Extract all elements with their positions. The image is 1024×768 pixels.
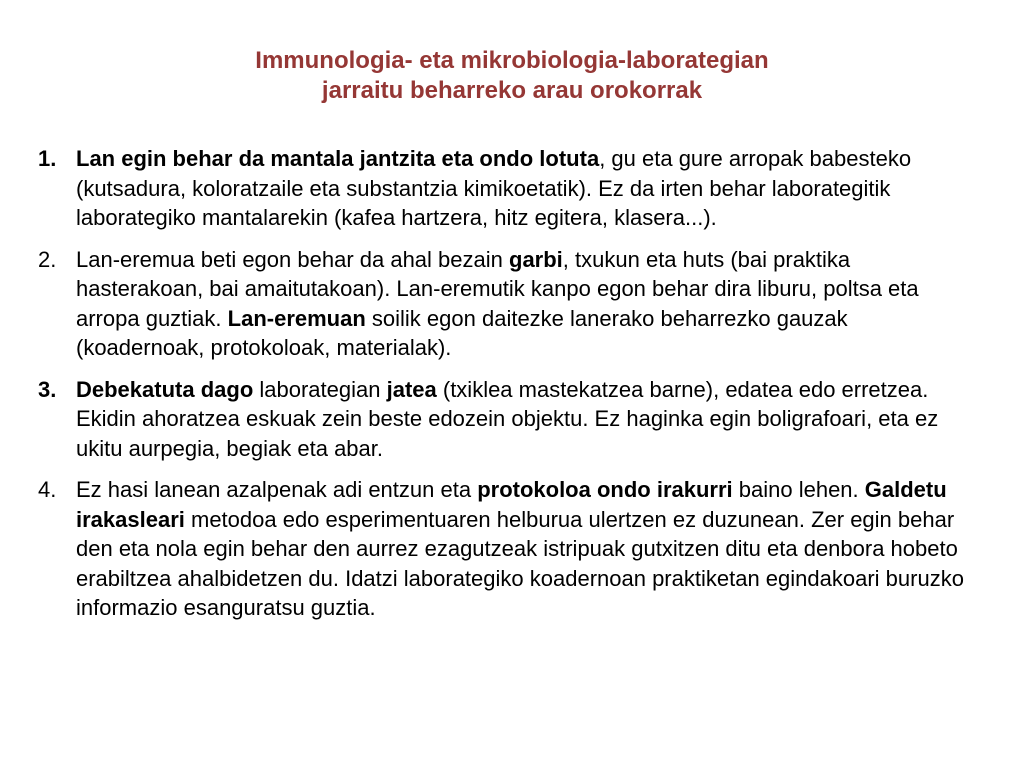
rule-text-bold: Debekatuta dago: [76, 376, 254, 402]
title-line-1: Immunologia- eta mikrobiologia-laborategian: [255, 47, 769, 74]
rule-item-3: [38, 375, 978, 464]
rule-text-segment: , gu eta gure arropak babesteko (kutsadura, koloratzaile eta substantzia kimikoetatik). Ez da irten behar laborategitik laborategiko mantalarekin (kafea hartzera, hitz egitera, klasera...).: [76, 146, 912, 230]
rule-number: 3.: [38, 376, 57, 402]
rule-text-bold: Galdetu irakasleari: [76, 477, 947, 532]
rule-text: [76, 377, 938, 461]
rule-text-segment: Lan-eremua beti egon behar da ahal bezain: [76, 246, 509, 272]
title-line-2: jarraitu beharreko arau orokorrak: [321, 77, 703, 104]
rule-text-bold: Lan egin behar da mantala jantzita eta ondo lotuta: [76, 146, 600, 171]
rule-text-bold: Lan-eremuan: [227, 305, 366, 331]
rule-number: 2.: [38, 246, 57, 272]
rule-text: [76, 477, 964, 620]
rule-item-4: [38, 475, 978, 623]
rule-text-segment: (txiklea mastekatzea barne), edatea edo erretzea. Ekidin ahoratzea eskuak zein beste edozein objektu. Ez haginka egin boligrafoari, eta ez ukitu aurpegia, begiak eta abar.: [76, 376, 939, 461]
rule-text: [76, 146, 911, 230]
rule-text-segment: laborategian: [253, 376, 387, 402]
rule-text-bold: garbi: [509, 246, 563, 272]
rule-number: 1.: [38, 146, 57, 171]
rule-text-segment: , txukun eta huts (bai praktika hasterakoan, bai amaitutakoan). Lan-eremutik kanpo egon behar dira liburu, poltsa eta arropa guztiak.: [76, 246, 919, 331]
rule-text: [76, 247, 919, 361]
rule-text-segment: soilik egon daitezke lanerako beharrezko gauzak (koadernoak, protokoloak, materialak).: [76, 305, 848, 360]
rules-list: [38, 144, 978, 635]
slide-title: [0, 46, 1024, 106]
rule-item-1: [38, 144, 978, 233]
rule-item-2: [38, 245, 978, 363]
rule-text-segment: Ez hasi lanean azalpenak adi entzun eta: [76, 477, 478, 502]
rule-text-segment: baino lehen.: [732, 477, 865, 502]
rule-text-bold: protokoloa ondo irakurri: [477, 477, 733, 502]
rule-text-segment: metodoa edo esperimentuaren helburua ulertzen ez duzunean. Zer egin behar den eta nola egin behar den aurrez ezagutzeak istripuak gutxitzen ditu eta denbora hobeto erabiltzea ahalbidetzen du. Idatzi laborategiko koadernoan praktiketan egindakoari buruzko informazio esanguratsu guztia.: [76, 506, 964, 620]
rule-number: 4.: [38, 477, 57, 502]
rule-text-bold: jatea: [386, 376, 437, 402]
